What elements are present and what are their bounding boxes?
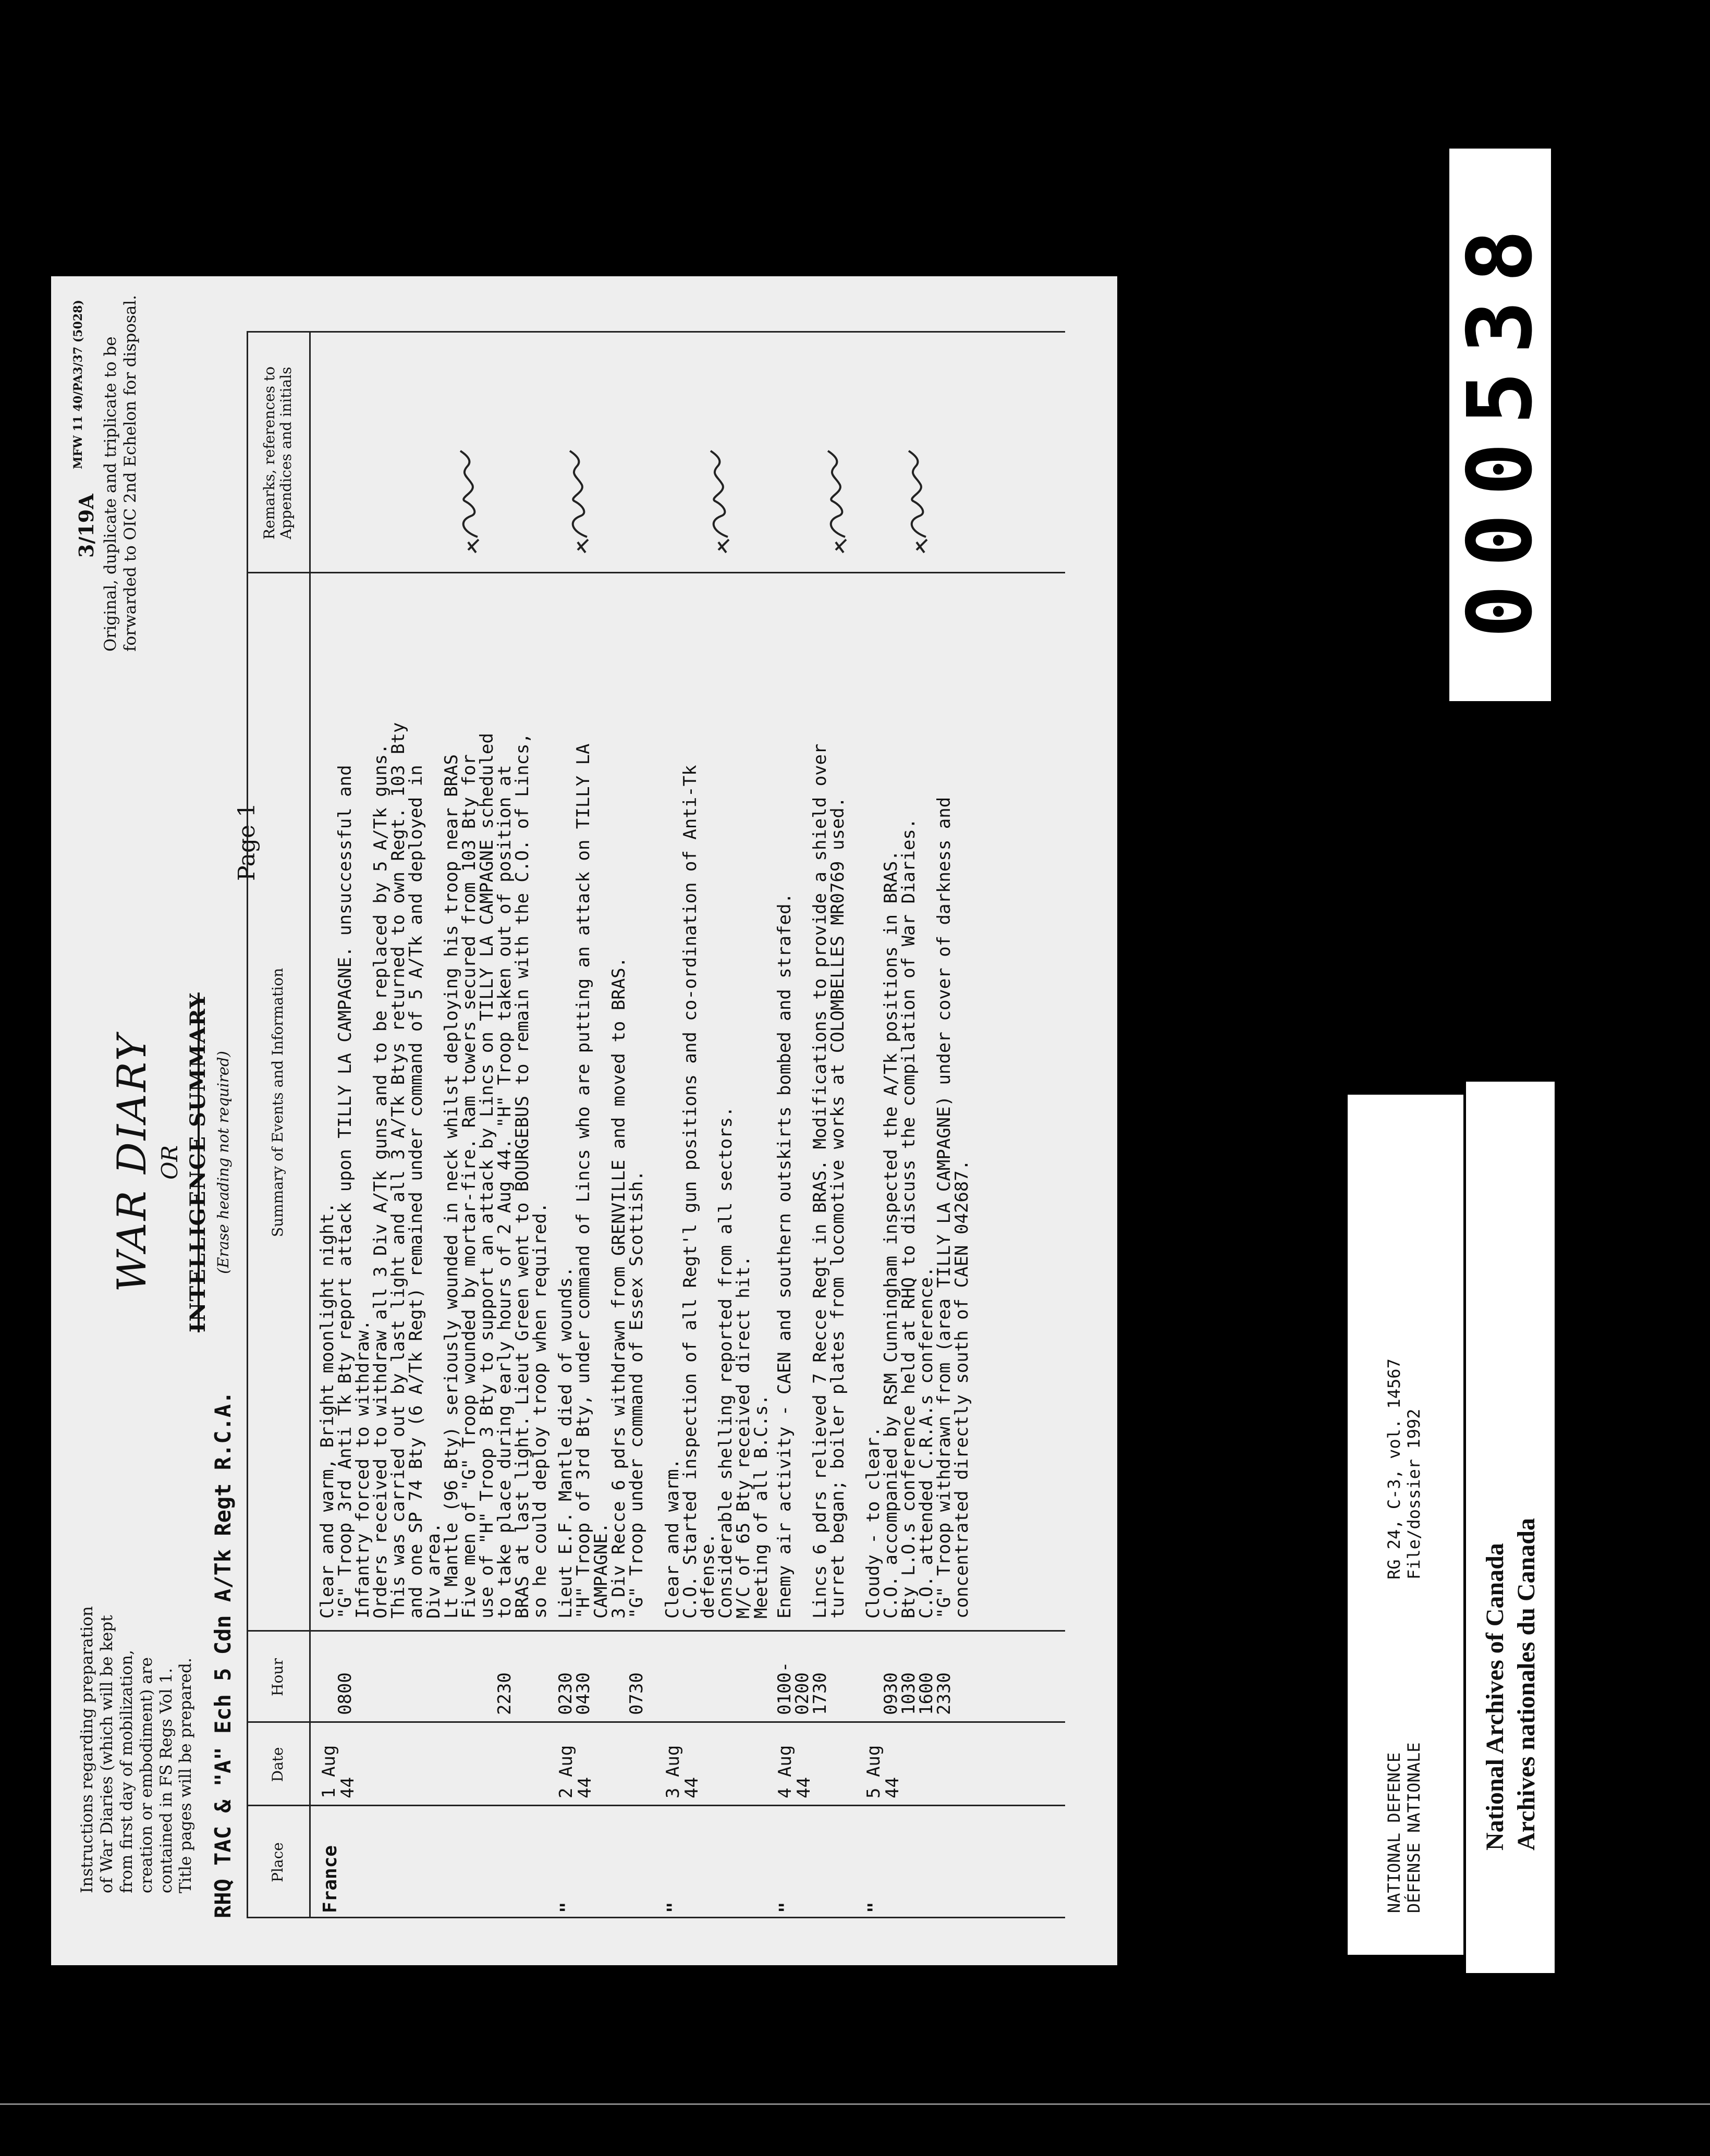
column-header-date: Date xyxy=(269,1747,286,1782)
form-reference: MFW 11 40/PA3/37 (5028) xyxy=(71,300,85,469)
record-group-reference: RG 24, C-3, vol. 14567 xyxy=(1384,1358,1404,1579)
instructions-note: Instructions regarding preparation of War Diaries (which will be kept from first day of mobilization, creation or embodiment) are contained in FS Regs Vol 1. xyxy=(78,1606,176,1893)
diary-heading xyxy=(108,964,232,1361)
entry-summary: Clear and warm. C.O. Started inspection of all Regt'l gun positions and co-ordination of Anti-Tk defense. Considerable shelling reported from all sectors. M/C of 65 Bty received direct hit. Meeting of all B.C.s. xyxy=(662,765,772,1619)
entry-place: France xyxy=(320,1845,341,1913)
entry-place: " xyxy=(664,1902,685,1913)
form-number: 3/19A xyxy=(75,494,98,558)
archive-name-card xyxy=(1466,1082,1555,1973)
column-header-place: Place xyxy=(269,1842,286,1882)
entry-hours: 0230 0430 0730 xyxy=(555,1672,647,1715)
initials-signature xyxy=(815,427,862,563)
disposal-note: Original, duplicate and triplicate to be forwarded to OIC 2nd Echelon for disposal. xyxy=(101,295,140,652)
or-word: OR xyxy=(157,1145,182,1180)
initials-signature xyxy=(698,427,744,563)
entry-date: 1 Aug 44 xyxy=(319,1745,358,1798)
diary-table xyxy=(247,331,1065,1918)
entry-summary: Lieut E.F. Mantle died of wounds. "H" Troop of 3rd Bty, under command of Lincs who are putting an attack on TILLY LA CAMPAGNE. 3 Div Recce 6 pdrs withdrawn from GRENVILLE and moved to BRAS. "G" Troop under command of Essex Scottish. xyxy=(555,743,647,1619)
page-number: Page 1 xyxy=(234,802,260,881)
column-header-hour: Hour xyxy=(269,1658,286,1696)
entry-date: 5 Aug 44 xyxy=(863,1745,903,1798)
entry-hours: 0800 2230 xyxy=(335,1672,515,1715)
entry-place: " xyxy=(864,1902,886,1913)
entry-date: 4 Aug 44 xyxy=(775,1745,814,1798)
column-header-remarks: Remarks, references to Appendices and initials xyxy=(261,366,295,540)
entry-hours: 0930 1030 1600 2330 xyxy=(881,1672,955,1715)
department-fr: DÉFENSE NATIONALE xyxy=(1404,1742,1424,1913)
struck-out-heading: INTELLIGENCE SUMMARY xyxy=(186,993,210,1332)
unit-name: RHQ TAC & "A" Ech 5 Cdn A/Tk Regt R.C.A. xyxy=(210,1391,236,1918)
frame-number-card xyxy=(1449,149,1551,701)
archive-name-fr: Archives nationales du Canada xyxy=(1512,1518,1540,1851)
initials-signature xyxy=(896,427,943,563)
entry-summary: Enemy air activity - CAEN and southern outskirts bombed and strafed. Lincs 6 pdrs relieved 7 Recce Regt in BRAS. Modifications to provide a shield over turret began; boiler plates from locomotive works at COLOMBELLES MR0769 used. xyxy=(774,743,848,1619)
war-diary-page xyxy=(51,276,1117,1965)
column-header-summary: Summary of Events and Information xyxy=(269,967,286,1238)
entry-place: " xyxy=(776,1902,797,1913)
file-reference: File/dossier 1992 xyxy=(1404,1408,1424,1579)
initials-signature xyxy=(557,427,604,563)
entry-summary: Clear and warm, Bright moonlight night. "G" Troop 3rd Anti Tk Bty report attack upon TILLY LA CAMPAGNE. unsuccessful and Infantry forced to withdraw. Orders received to withdraw all 3 Div A/Tk guns and to be replaced by 5 A/Tk guns. This was carried out by last light and all 3 A/Tk Btys returned to own Regt. 103 Bty and one SP 74 Bty (6 A/Tk Regt) remained under command of 5 A/Tk and deployed in Div area. Lt Mantle (96 Bty) seriously wounded in neck whilst deploying his troop near BRAS Five men of "G" Troop wounded by mortar-fire. Ram towers secured from 103 Bty for use of "H" Troop 3 Bty to support an attack by Lincs on TILLY LA CAMPAGNE scheduled to take place during early hours of 2 Aug 44. "H" Troop taken out of position at BRAS at last light. Lieut Green went to BOURGEBUS to remain with the C.O. of Lincs, so he could deploy troop when required. xyxy=(317,722,551,1619)
frame-number: 000538 xyxy=(1448,211,1552,639)
department-en: NATIONAL DEFENCE xyxy=(1384,1752,1404,1913)
erase-note: (Erase heading not required) xyxy=(214,1051,232,1274)
initials-signature xyxy=(447,427,494,563)
entry-date: 2 Aug 44 xyxy=(556,1745,595,1798)
entry-hours: 0100- 0200 1730 xyxy=(774,1661,830,1715)
title-pages-note: Title pages will be prepared. xyxy=(176,1658,195,1893)
archive-name-en: National Archives of Canada xyxy=(1481,1543,1509,1851)
entry-date: 3 Aug 44 xyxy=(663,1745,702,1798)
archive-reference-card xyxy=(1348,1095,1463,1955)
page-title: WAR DIARY xyxy=(108,1033,155,1292)
divider xyxy=(0,2103,1710,2105)
entry-summary: Cloudy - to clear. C.O. accompanied by RSM Cunningham inspected the A/Tk positions in BRAS. Bty L.O.s conference held at RHQ to discuss the compilation of War Diaries. C.O. attended C.R.A.s conference. "G" Troop withdrawn from (area TILLY LA CAMPAGNE) under cover of darkness and concentrated directly south of CAEN 042687. xyxy=(863,797,972,1619)
entry-place: " xyxy=(557,1902,578,1913)
